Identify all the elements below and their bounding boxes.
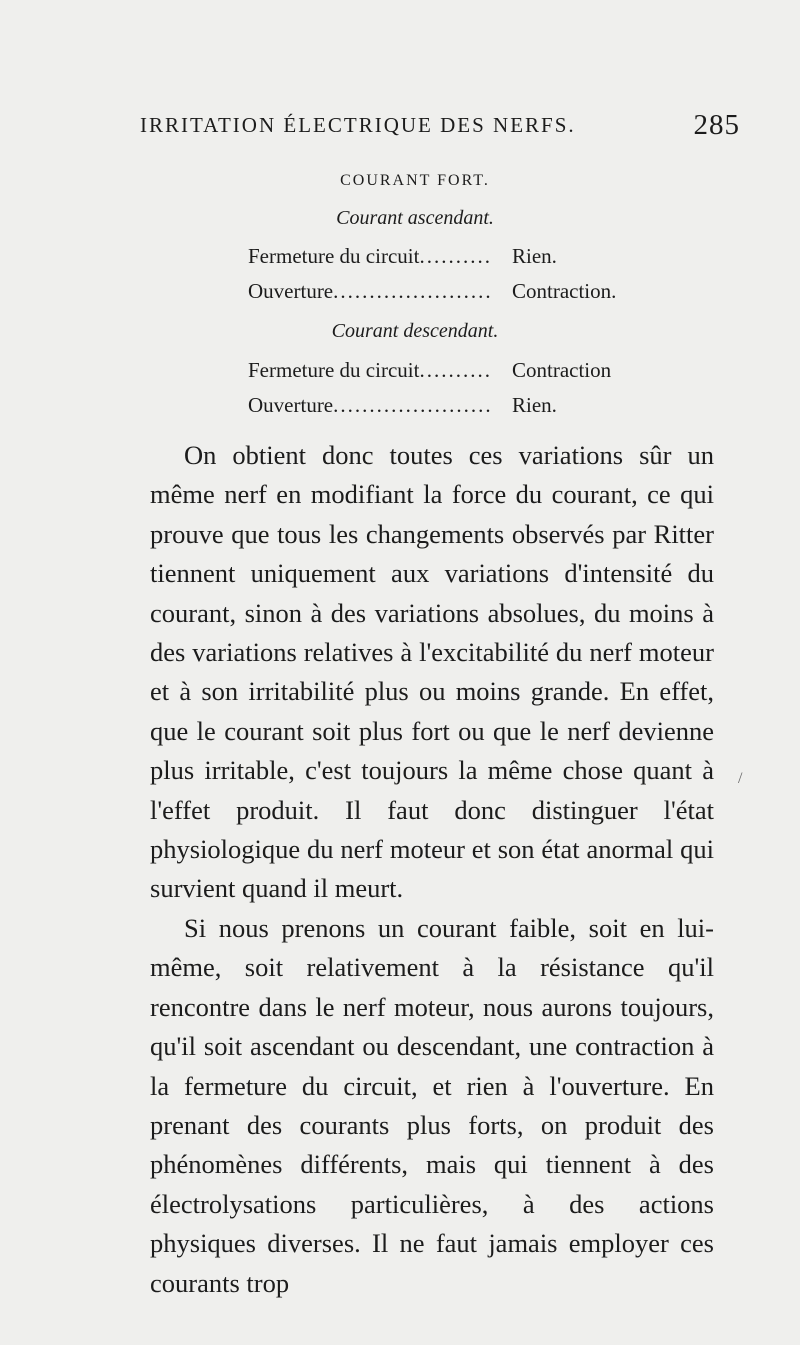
row-label: Fermeture du circuit xyxy=(248,244,420,268)
paragraph: On obtient donc toutes ces variations sûr un même nerf en modifiant la force du courant, ce qui prouve que tous les changements observés par Ritter tiennent uniquement aux variations d'intensité du courant, sinon à des variations absolues, du moins à des variations relatives à l'excitabilité du nerf moteur et à son irritabilité plus ou moins grande. En effet, que le courant soit plus fort ou que le nerf devienne plus irritable, c'est toujours la même chose quant à l'effet produit. Il faut donc distinguer l'état physiologique du nerf moteur et son état anormal qui survient quand il meurt. xyxy=(150,440,714,904)
paragraph: Si nous prenons un courant faible, soit en lui-même, soit relativement à la résistance qu'il rencontre dans le nerf moteur, nous aurons toujours, qu'il soit ascendant ou descendant, une contraction à la fermeture du circuit, et rien à l'ouverture. En prenant des courants plus forts, on produit des phénomènes différents, mais qui tiennent à des électrolysations particulières, à des actions physiques diverses. Il ne faut jamais employer ces courants trop xyxy=(150,912,714,1298)
row-value: Rien. xyxy=(512,244,557,268)
running-head xyxy=(140,109,740,153)
body-text xyxy=(150,436,714,1303)
running-title: IRRITATION ÉLECTRIQUE DES NERFS. xyxy=(140,113,576,137)
table-row xyxy=(248,279,617,304)
row-value: Contraction. xyxy=(512,279,617,303)
leader-dots: ...................... xyxy=(333,393,493,417)
leader-dots: .......... xyxy=(419,244,492,268)
row-label: Fermeture du circuit xyxy=(248,358,420,382)
row-label: Ouverture xyxy=(248,393,334,417)
table-heading-ascending: Courant ascendant. xyxy=(336,207,494,229)
row-value: Rien. xyxy=(512,393,557,417)
table-row xyxy=(248,244,557,269)
table-row xyxy=(248,393,557,418)
table-heading-descending: Courant descendant. xyxy=(331,320,499,342)
leader-dots: .......... xyxy=(419,358,492,382)
section-heading: COURANT FORT. xyxy=(340,172,490,189)
table-row xyxy=(248,358,612,383)
row-label: Ouverture xyxy=(248,279,334,303)
page-number: 285 xyxy=(693,109,740,141)
row-value: Contraction xyxy=(512,358,612,382)
leader-dots: ...................... xyxy=(333,279,493,303)
margin-mark: / xyxy=(738,770,743,787)
